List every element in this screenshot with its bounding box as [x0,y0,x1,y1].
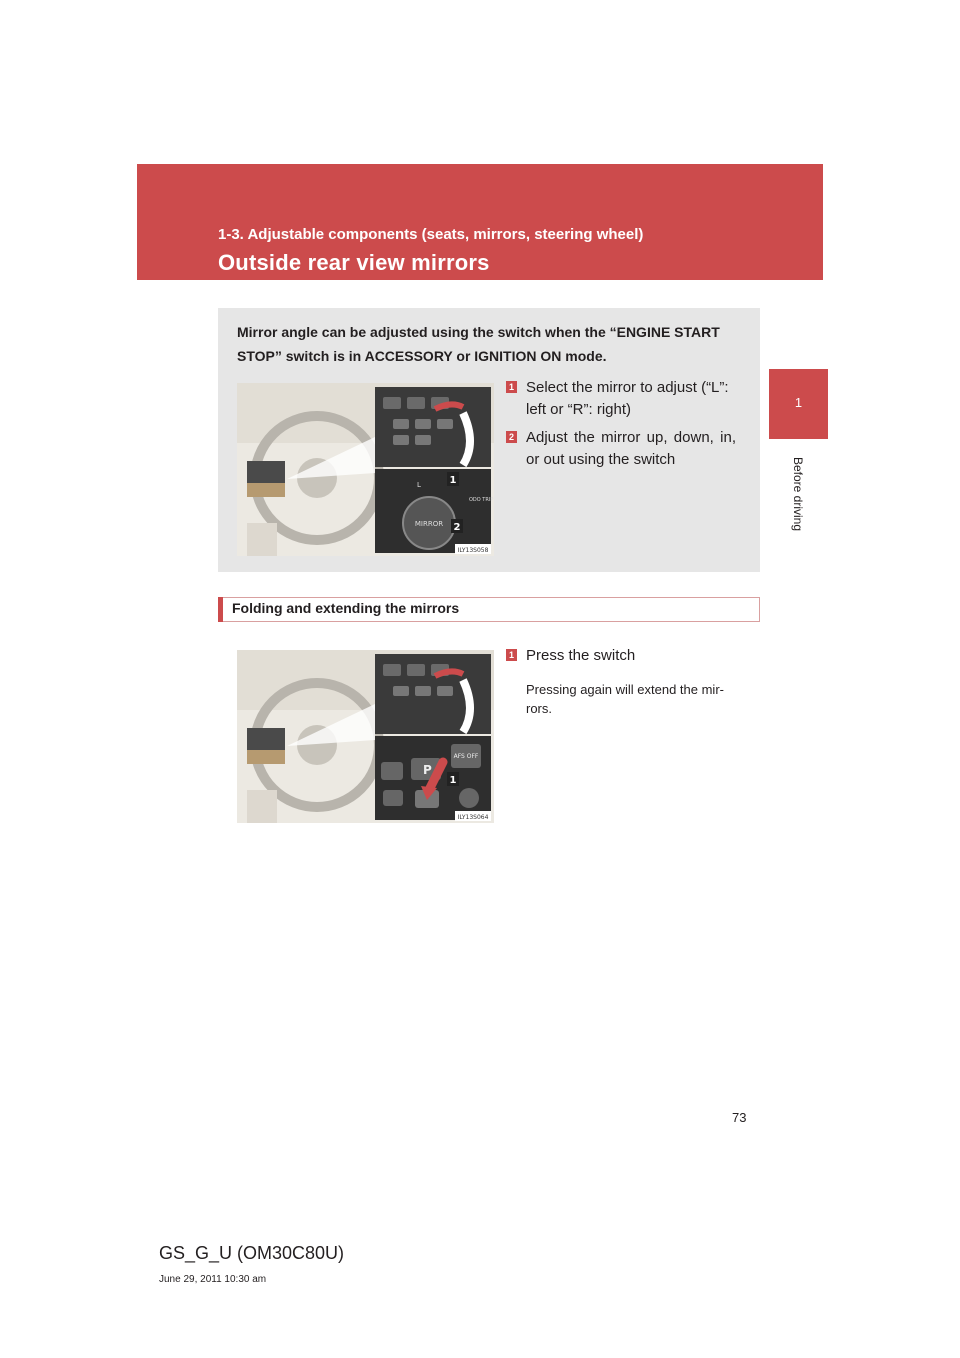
svg-text:AFS OFF: AFS OFF [453,753,479,760]
svg-text:L: L [417,481,421,489]
svg-text:ILY13S064: ILY13S064 [457,814,489,821]
svg-text:1: 1 [449,475,457,486]
svg-text:MIRROR: MIRROR [414,520,444,528]
page-number: 73 [732,1110,747,1125]
chapter-label: Before driving [791,456,805,532]
step-number-badge: 1 [506,649,517,661]
svg-text:P: P [423,763,432,777]
mirror-switch-illustration [237,383,494,556]
step-text: Adjust the mirror up, down, in, or out using the switch [526,429,736,468]
step-text: Select the mirror to adjust (“L”: left or “R”: right) [526,379,729,418]
subsection-header-bar [218,597,223,622]
page-title: Outside rear view mirrors [218,250,490,275]
chapter-number: 1 [794,395,803,410]
section-label: 1-3. Adjustable components (seats, mirrors, steering wheel) [218,226,644,243]
step-number-badge: 1 [506,381,517,393]
step-number-badge: 2 [506,431,517,443]
svg-text:ODO TRIP: ODO TRIP [469,497,494,503]
step-note: Pressing again will extend the mir- rors. [526,682,724,716]
svg-text:1: 1 [449,775,457,786]
subsection-title: Folding and extending the mirrors [232,600,460,616]
intro-text: Mirror angle can be adjusted using the switch when the “ENGINE START STOP” switch is in ACCESSORY or IGNITION ON mode. [237,324,720,364]
document-code: GS_G_U (OM30C80U) [159,1243,345,1263]
svg-text:2: 2 [453,522,461,533]
svg-text:ILY13S058: ILY13S058 [457,547,489,554]
folding-switch-illustration [237,650,494,823]
document-date: June 29, 2011 10:30 am [159,1274,267,1285]
step-text: Press the switch [526,647,636,664]
